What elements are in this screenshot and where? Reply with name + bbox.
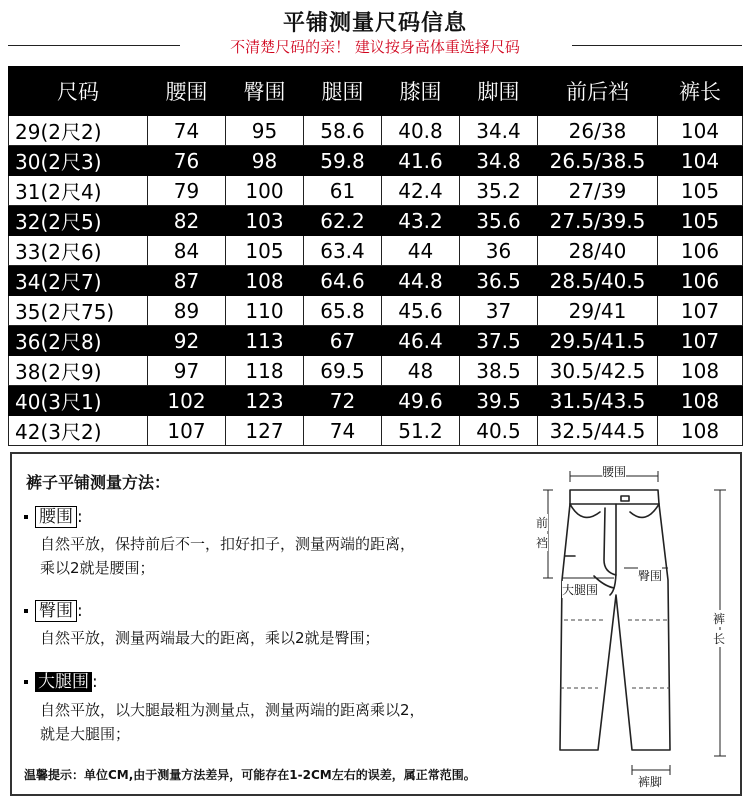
cell-rise: 26/38 — [538, 116, 658, 146]
diagram-length-label-top: 裤 — [713, 612, 726, 626]
cell-rise: 28.5/40.5 — [538, 266, 658, 296]
cell-waist: 97 — [148, 356, 226, 386]
cell-rise: 29.5/41.5 — [538, 326, 658, 356]
cell-hip: 98 — [226, 146, 304, 176]
cell-waist: 76 — [148, 146, 226, 176]
table-row — [9, 416, 743, 446]
bullet-icon — [24, 515, 28, 519]
cell-size: 35(2尺75) — [9, 296, 148, 326]
subtitle-divider-right — [572, 45, 742, 46]
cell-rise: 30.5/42.5 — [538, 356, 658, 386]
cell-length: 107 — [658, 296, 743, 326]
cell-knee: 43.2 — [382, 206, 460, 236]
diagram-rise-label-bottom: 裆 — [536, 536, 549, 550]
cell-thigh: 69.5 — [304, 356, 382, 386]
pants-outline-icon — [520, 460, 732, 790]
cell-hip: 110 — [226, 296, 304, 326]
waist-tag: 腰围 — [35, 506, 77, 528]
cell-knee: 45.6 — [382, 296, 460, 326]
cell-length: 107 — [658, 326, 743, 356]
cell-thigh: 65.8 — [304, 296, 382, 326]
cell-waist: 92 — [148, 326, 226, 356]
subtitle-row — [8, 34, 742, 58]
cell-thigh: 61 — [304, 176, 382, 206]
thigh-tag: 大腿围 — [35, 672, 92, 692]
measurement-method-panel — [10, 452, 742, 796]
diagram-thigh-label: 大腿围 — [562, 583, 599, 597]
size-table-body — [9, 116, 743, 446]
table-row — [9, 296, 743, 326]
diagram-waist-label: 腰围 — [602, 465, 627, 479]
cell-size: 36(2尺8) — [9, 326, 148, 356]
table-row — [9, 146, 743, 176]
thigh-desc-line: 自然平放，以大腿最粗为测量点，测量两端的距离乘以2， — [40, 701, 425, 719]
cell-length: 105 — [658, 176, 743, 206]
col-header-size: 尺码 — [9, 67, 148, 116]
cell-size: 33(2尺6) — [9, 236, 148, 266]
cell-length: 106 — [658, 266, 743, 296]
cell-hip: 103 — [226, 206, 304, 236]
cell-waist: 84 — [148, 236, 226, 266]
thigh-colon: : — [92, 672, 98, 692]
cell-knee: 49.6 — [382, 386, 460, 416]
cell-length: 104 — [658, 116, 743, 146]
cell-waist: 82 — [148, 206, 226, 236]
cell-knee: 46.4 — [382, 326, 460, 356]
table-header-row — [9, 67, 743, 116]
cell-rise: 28/40 — [538, 236, 658, 266]
cell-knee: 41.6 — [382, 146, 460, 176]
cell-knee: 44 — [382, 236, 460, 266]
cell-length: 108 — [658, 416, 743, 446]
method-item-waist — [24, 506, 83, 528]
cell-thigh: 64.6 — [304, 266, 382, 296]
cell-thigh: 59.8 — [304, 146, 382, 176]
cell-size: 34(2尺7) — [9, 266, 148, 296]
cell-thigh: 58.6 — [304, 116, 382, 146]
col-header-length: 裤长 — [658, 67, 743, 116]
bullet-icon — [24, 609, 28, 613]
col-header-knee: 膝围 — [382, 67, 460, 116]
cell-length: 106 — [658, 236, 743, 266]
cell-hip: 100 — [226, 176, 304, 206]
cell-waist: 79 — [148, 176, 226, 206]
col-header-thigh: 腿围 — [304, 67, 382, 116]
cell-knee: 42.4 — [382, 176, 460, 206]
cell-rise: 29/41 — [538, 296, 658, 326]
cell-waist: 74 — [148, 116, 226, 146]
cell-hem: 35.2 — [460, 176, 538, 206]
cell-hem: 36.5 — [460, 266, 538, 296]
cell-hem: 37 — [460, 296, 538, 326]
cell-thigh: 74 — [304, 416, 382, 446]
cell-size: 30(2尺3) — [9, 146, 148, 176]
cell-knee: 44.8 — [382, 266, 460, 296]
col-header-hem: 脚围 — [460, 67, 538, 116]
table-row — [9, 116, 743, 146]
cell-hip: 95 — [226, 116, 304, 146]
table-row — [9, 386, 743, 416]
method-item-thigh — [24, 672, 98, 692]
size-table — [8, 66, 743, 446]
cell-waist: 89 — [148, 296, 226, 326]
cell-length: 104 — [658, 146, 743, 176]
diagram-hem-label: 裤脚 — [638, 775, 663, 789]
cell-hip: 108 — [226, 266, 304, 296]
col-header-rise: 前后裆 — [538, 67, 658, 116]
table-row — [9, 326, 743, 356]
cell-waist: 87 — [148, 266, 226, 296]
col-header-hip: 臀围 — [226, 67, 304, 116]
cell-waist: 107 — [148, 416, 226, 446]
col-header-waist: 腰围 — [148, 67, 226, 116]
cell-rise: 27/39 — [538, 176, 658, 206]
cell-thigh: 67 — [304, 326, 382, 356]
cell-waist: 102 — [148, 386, 226, 416]
page-title: 平铺测量尺码信息 — [282, 11, 467, 36]
cell-knee: 40.8 — [382, 116, 460, 146]
pants-measurement-diagram — [520, 460, 732, 790]
cell-rise: 27.5/39.5 — [538, 206, 658, 236]
bullet-icon — [24, 680, 28, 684]
diagram-rise-label-top: 前 — [536, 516, 549, 530]
waist-description — [40, 532, 415, 580]
cell-hem: 36 — [460, 236, 538, 266]
thigh-desc-line: 就是大腿围； — [40, 725, 131, 743]
table-row — [9, 356, 743, 386]
cell-rise: 32.5/44.5 — [538, 416, 658, 446]
cell-hem: 35.6 — [460, 206, 538, 236]
cell-thigh: 62.2 — [304, 206, 382, 236]
waist-desc-line: 自然平放，保持前后不一，扣好扣子，测量两端的距离， — [40, 535, 416, 553]
table-row — [9, 206, 743, 236]
diagram-hip-label: 臀围 — [638, 569, 663, 583]
diagram-length-label-bottom: 长 — [713, 632, 726, 646]
cell-size: 40(3尺1) — [9, 386, 148, 416]
subtitle: 不清楚尺码的亲！ 建议按身高体重选择尺码 — [230, 38, 520, 56]
waist-desc-line: 乘以2就是腰围； — [40, 559, 155, 577]
hip-tag: 臀围 — [35, 600, 77, 622]
cell-hem: 38.5 — [460, 356, 538, 386]
cell-hip: 123 — [226, 386, 304, 416]
cell-hem: 34.8 — [460, 146, 538, 176]
cell-knee: 48 — [382, 356, 460, 386]
cell-hem: 34.4 — [460, 116, 538, 146]
hip-colon: : — [77, 601, 83, 621]
hip-desc-line: 自然平放，测量两端最大的距离，乘以2就是臀围； — [40, 629, 380, 647]
thigh-description — [40, 698, 425, 746]
table-row — [9, 236, 743, 266]
cell-size: 38(2尺9) — [9, 356, 148, 386]
cell-hem: 37.5 — [460, 326, 538, 356]
waist-colon: : — [77, 507, 83, 527]
cell-length: 105 — [658, 206, 743, 236]
cell-hem: 39.5 — [460, 386, 538, 416]
cell-size: 29(2尺2) — [9, 116, 148, 146]
cell-length: 108 — [658, 356, 743, 386]
cell-size: 42(3尺2) — [9, 416, 148, 446]
cell-hip: 105 — [226, 236, 304, 266]
warm-tip-note: 温馨提示：单位CM,由于测量方法差异，可能存在1-2CM左右的误差，属正常范围。 — [24, 768, 476, 782]
table-row — [9, 176, 743, 206]
cell-size: 32(2尺5) — [9, 206, 148, 236]
cell-thigh: 63.4 — [304, 236, 382, 266]
cell-knee: 51.2 — [382, 416, 460, 446]
method-title: 裤子平铺测量方法： — [26, 473, 171, 492]
cell-hip: 118 — [226, 356, 304, 386]
cell-rise: 26.5/38.5 — [538, 146, 658, 176]
cell-rise: 31.5/43.5 — [538, 386, 658, 416]
cell-length: 108 — [658, 386, 743, 416]
cell-hip: 127 — [226, 416, 304, 446]
hip-description — [40, 626, 380, 650]
table-row — [9, 266, 743, 296]
method-item-hip — [24, 600, 83, 622]
cell-hem: 40.5 — [460, 416, 538, 446]
cell-hip: 113 — [226, 326, 304, 356]
cell-size: 31(2尺4) — [9, 176, 148, 206]
cell-thigh: 72 — [304, 386, 382, 416]
